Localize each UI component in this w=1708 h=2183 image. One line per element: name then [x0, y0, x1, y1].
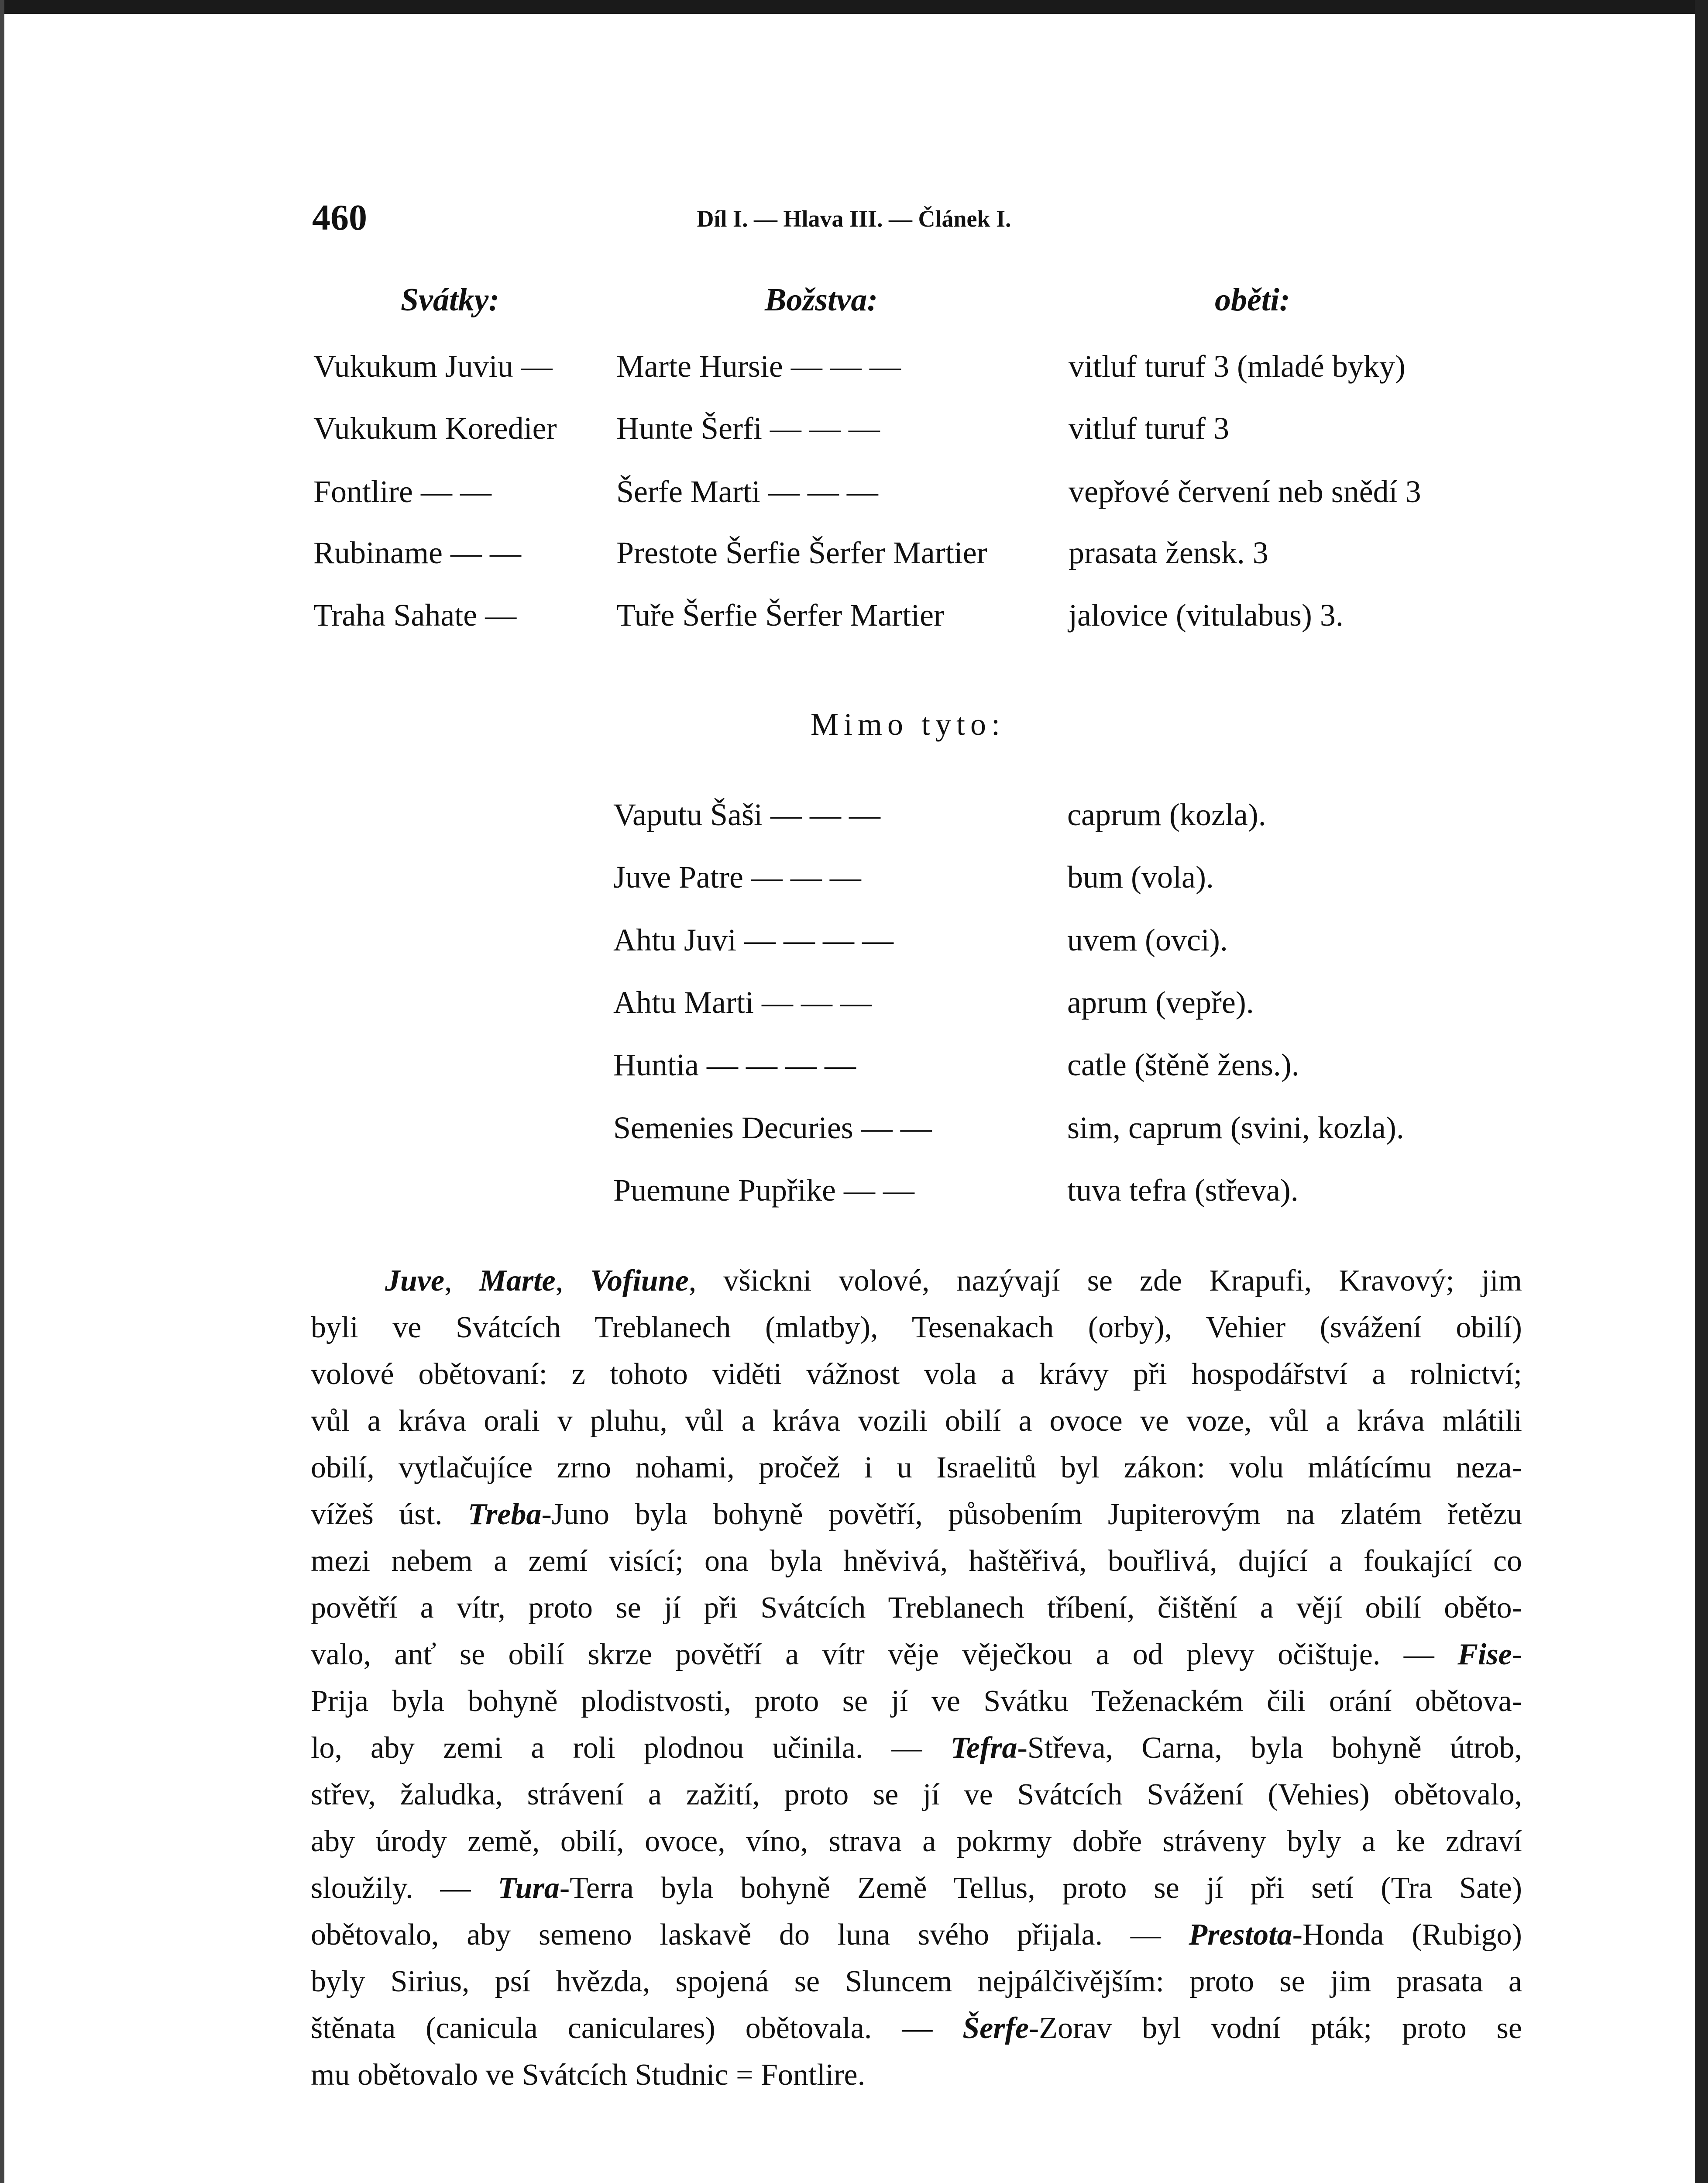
offering-cell: vitluf turuf 3: [1069, 411, 1229, 446]
running-head: Díl I. — Hlava III. — Článek I.: [697, 206, 1011, 232]
list-item: [0, 797, 1708, 840]
paragraph-line: aby úrody země, obilí, ovoce, víno, strava a pokrmy dobře stráveny byly a ke zdraví: [311, 1825, 1522, 1858]
page-header: [0, 196, 1708, 240]
separator: ,: [444, 1264, 479, 1298]
page-number: 460: [312, 197, 367, 238]
deity-cell: Hunte Šerfi — — —: [616, 411, 880, 446]
table-column-headers: [0, 282, 1708, 321]
deity-name: Vaputu Šaši — — —: [613, 797, 880, 832]
paragraph-line: střev, žaludka, strávení a zažití, proto se jí ve Svátcích Svážení (Vehies) obětovalo,: [311, 1778, 1522, 1811]
offering-text: aprum (vepře).: [1067, 985, 1254, 1020]
line-text: -Terra byla bohyně Země Tellus, proto se jí při setí (Tra Sate): [559, 1871, 1522, 1905]
deity-name: Semenies Decuries — —: [613, 1110, 932, 1145]
table-row: [0, 348, 1708, 392]
deity-name: Juve Patre — — —: [613, 860, 861, 895]
list-item: [0, 859, 1708, 903]
paragraph-line: byli ve Svátcích Treblanech (mlatby), Tesenakach (orby), Vehier (svážení obilí): [311, 1311, 1522, 1344]
italic-term: Prestota: [1189, 1918, 1292, 1952]
italic-term: Marte: [479, 1264, 556, 1298]
paragraph-line: [311, 2005, 1522, 2052]
paragraph-line: vůl a kráva orali v pluhu, vůl a kráva vozili obilí a ovoce ve voze, vůl a kráva mlátili: [311, 1404, 1522, 1438]
paragraph-line: [311, 1631, 1522, 1678]
holiday-cell: Vukukum Juviu —: [313, 349, 553, 384]
paragraph-line: mu obětovalo ve Svátcích Studnic = Fontlire.: [311, 2058, 866, 2092]
line-text: štěnata (canicula caniculares) obětovala. —: [311, 2011, 963, 2045]
offering-cell: jalovice (vitulabus) 3.: [1069, 598, 1344, 633]
deity-cell: Prestote Šerfie Šerfer Martier: [616, 535, 987, 570]
line-text: valo, anť se obilí skrze povětří a vítr věje věječkou a od plevy očištuje. —: [311, 1638, 1458, 1671]
paragraph-line: volové obětovaní: z tohoto viděti vážnost vola a krávy při hospodářství a rolnictví;: [311, 1357, 1522, 1391]
paragraph-line: obilí, vytlačujíce zrno nohami, pročež i u Israelitů byl zákon: volu mlátícímu neza-: [311, 1451, 1522, 1484]
scan-border-right: [1695, 0, 1708, 2183]
paragraph-line: Prija byla bohyně plodistvosti, proto se jí ve Svátku Teženackém čili orání obětova-: [311, 1684, 1522, 1718]
column-header-offerings: oběti:: [1215, 282, 1290, 318]
offering-text: bum (vola).: [1067, 860, 1214, 895]
scan-border-top: [0, 0, 1708, 14]
offering-text: tuva tefra (střeva).: [1067, 1173, 1299, 1208]
line-text: obětovalo, aby semeno laskavě do luna svého přijala. —: [311, 1918, 1189, 1952]
column-header-deities: Božstva:: [765, 282, 878, 318]
table-row: [0, 597, 1708, 641]
paragraph-line: povětří a vítr, proto se jí při Svátcích Treblanech tříbení, čištění a vějí obilí oběto-: [311, 1591, 1522, 1625]
deity-cell: Tuře Šerfie Šerfer Martier: [616, 598, 945, 633]
list-item: [0, 922, 1708, 966]
paragraph-line: byly Sirius, psí hvězda, spojená se Sluncem nejpálčivějším: proto se jim prasata a: [311, 1965, 1522, 1998]
list-item: [0, 985, 1708, 1028]
italic-term: Fise: [1457, 1638, 1512, 1671]
deity-cell: Marte Hursie — — —: [616, 349, 901, 384]
italic-term: Treba: [467, 1498, 542, 1531]
offering-cell: vitluf turuf 3 (mladé byky): [1069, 349, 1406, 384]
line-text: -Střeva, Carna, byla bohyně útrob,: [1017, 1731, 1522, 1765]
deity-name: Puemune Pupřike — —: [613, 1173, 914, 1208]
line-text: vížeš úst.: [311, 1498, 468, 1531]
line-text: -Honda (Rubigo): [1292, 1918, 1522, 1952]
italic-term: Vofiune: [590, 1264, 689, 1298]
italic-term: Šerfe: [962, 2011, 1029, 2045]
paragraph-line: [311, 1911, 1522, 1958]
line-text: sloužily. —: [311, 1871, 498, 1905]
deity-cell: Šerfe Marti — — —: [616, 474, 878, 509]
line-text: , všickni volové, nazývají se zde Krapufi, Kravový; jim: [688, 1264, 1522, 1298]
paragraph-line: [311, 1491, 1522, 1538]
paragraph-line: [311, 1865, 1522, 1911]
line-text: lo, aby zemi a roli plodnou učinila. —: [311, 1731, 951, 1765]
line-text: -: [1512, 1638, 1522, 1671]
list-item: [0, 1172, 1708, 1216]
holiday-cell: Vukukum Koredier: [313, 411, 557, 446]
list-item: [0, 1047, 1708, 1091]
section-heading: Mimo tyto:: [811, 707, 1006, 742]
table-row: [0, 535, 1708, 578]
holiday-cell: Traha Sahate —: [313, 598, 517, 633]
list-item: [0, 1110, 1708, 1153]
scan-border-left: [0, 0, 4, 2183]
deity-name: Ahtu Marti — — —: [613, 985, 872, 1020]
offering-text: sim, caprum (svini, kozla).: [1067, 1110, 1404, 1145]
offering-text: catle (štěně žens.).: [1067, 1047, 1299, 1082]
deity-name: Ahtu Juvi — — — —: [613, 923, 894, 957]
body-paragraph: [311, 1257, 1522, 2092]
holiday-cell: Fontlire — —: [313, 474, 491, 509]
paragraph-line: mezi nebem a zemí visící; ona byla hněvivá, haštěřivá, bouřlivá, dující a foukající co: [311, 1544, 1522, 1578]
paragraph-line: [311, 1725, 1522, 1771]
offering-cell: vepřové červení neb snědí 3: [1069, 474, 1421, 509]
column-header-holidays: Svátky:: [401, 282, 500, 318]
offering-cell: prasata žensk. 3: [1069, 535, 1268, 570]
holiday-cell: Rubiname — —: [313, 535, 521, 570]
offering-text: caprum (kozla).: [1067, 797, 1266, 832]
deity-name: Huntia — — — —: [613, 1047, 856, 1082]
italic-term: Juve: [385, 1264, 445, 1298]
line-text: -Zorav byl vodní pták; proto se: [1028, 2011, 1522, 2045]
italic-term: Tefra: [950, 1731, 1017, 1765]
separator: ,: [555, 1264, 591, 1298]
paragraph-line: [311, 1257, 1522, 1304]
italic-term: Tura: [498, 1871, 560, 1905]
table-row: [0, 474, 1708, 517]
offering-text: uvem (ovci).: [1067, 923, 1228, 957]
table-row: [0, 410, 1708, 454]
line-text: -Juno byla bohyně povětří, působením Jupiterovým na zlatém řetězu: [541, 1498, 1522, 1531]
